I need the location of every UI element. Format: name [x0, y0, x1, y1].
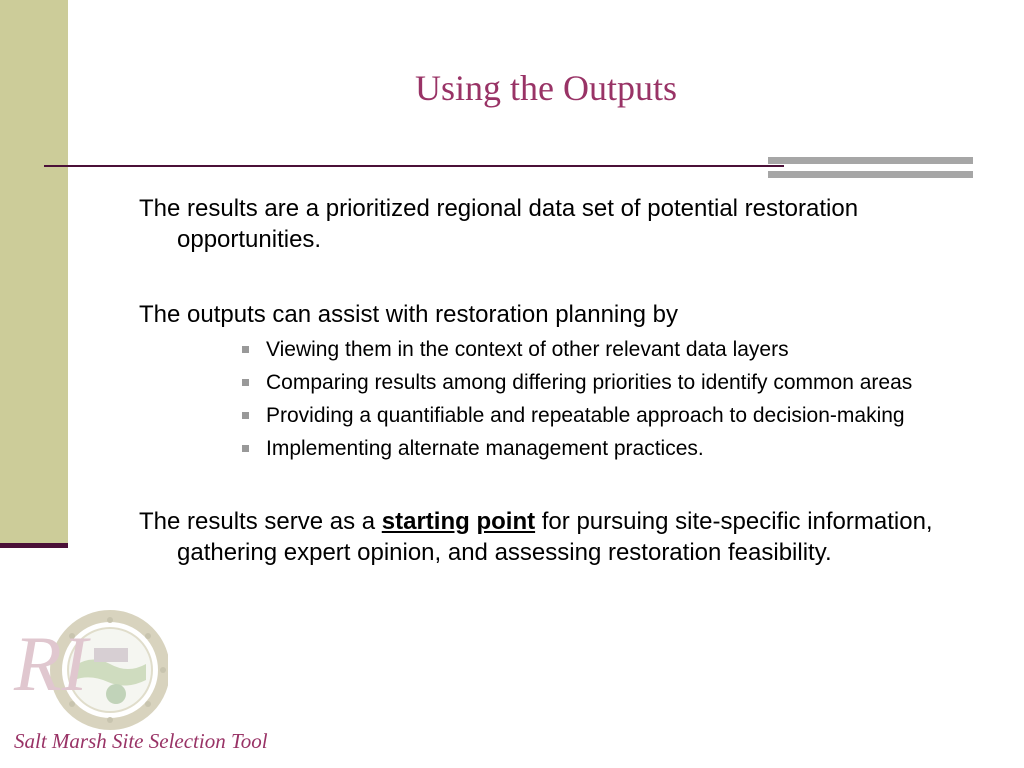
paragraph-text: The results serve as a [139, 508, 382, 535]
list-item [227, 435, 989, 462]
body-paragraph-results: The results are a prioritized regional data set of potential restoration opportunities. [139, 195, 859, 253]
grey-accent-bar [768, 157, 973, 164]
square-bullet-icon [242, 445, 249, 452]
emphasis-starting: starting [381, 508, 470, 535]
square-bullet-icon [242, 346, 249, 353]
logo-letters: RI [14, 620, 88, 707]
bullet-text: Comparing results among differing priorities to identify common areas [266, 371, 913, 394]
footer-tool-name: Salt Marsh Site Selection Tool [14, 729, 268, 753]
rtf-porthole-logo-icon [8, 604, 168, 734]
paragraph-text: for pursuing site-specific information, gathering expert opinion, and assessing restoration feasibility. [177, 508, 933, 566]
bullet-text: Viewing them in the context of other relevant data layers [266, 338, 789, 361]
square-bullet-icon [242, 379, 249, 386]
square-bullet-icon [242, 412, 249, 419]
slide-title: Using the Outputs [414, 68, 677, 108]
bullet-text: Providing a quantifiable and repeatable approach to decision-making [266, 404, 905, 427]
body-paragraph-outputs: The outputs can assist with restoration planning by [139, 301, 678, 328]
emphasis-point: point [476, 508, 536, 535]
body-paragraph-starting-point [139, 506, 989, 568]
list-item [227, 336, 989, 363]
bullet-list [139, 336, 989, 462]
grey-accent-bar [768, 171, 973, 178]
list-item [227, 402, 989, 429]
list-item [227, 369, 989, 396]
slide-body [139, 193, 989, 568]
left-band-rule [0, 543, 68, 548]
bullet-text: Implementing alternate management practices. [266, 437, 704, 460]
title-underline-rule [44, 165, 784, 167]
left-decorative-band [0, 0, 68, 544]
